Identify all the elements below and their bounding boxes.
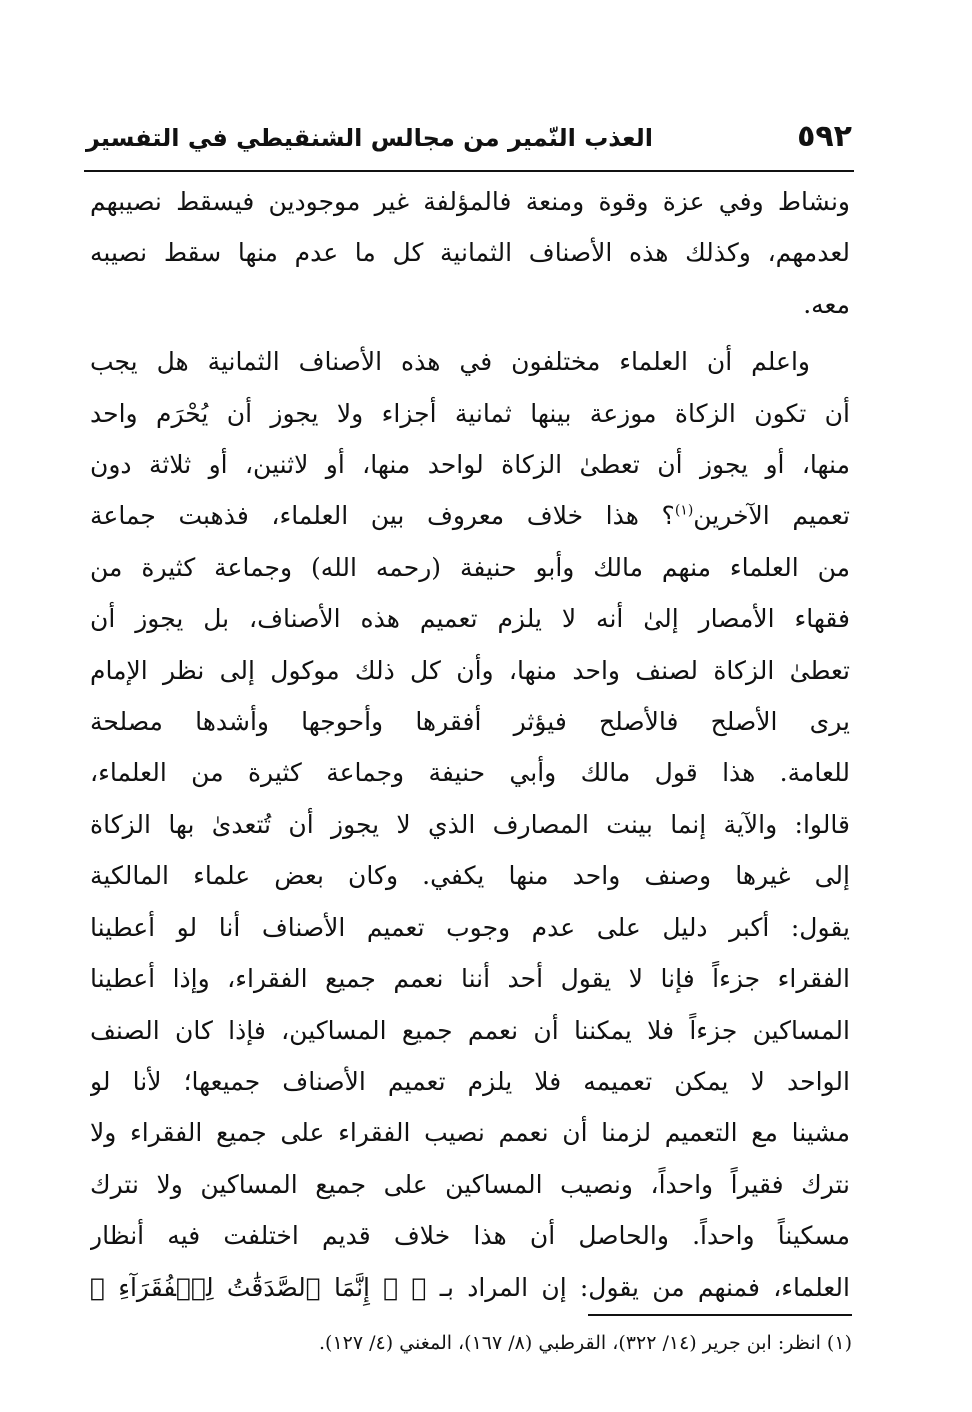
text-line: معه.	[803, 289, 850, 319]
text-line: مسكيناً واحداً. والحاصل أن هذا خلاف قديم اختلفت فيه أنظار	[90, 1221, 850, 1251]
text-line: لعدمهم، وكذلك هذه الأصناف الثمانية كل ما عدم منها سقط نصيبه	[90, 238, 850, 268]
text-line-with-note	[90, 490, 850, 541]
page-number: ٥٩٢	[797, 119, 852, 154]
text-line: مشينا مع التعميم لزمنا أن نعمم نصيب الفقراء على جميع الفقراء ولا	[90, 1118, 850, 1148]
text-line: يرى الأصلح فالأصلح فيؤثر أفقرها وأحوجها وأشدها مصلحة	[90, 707, 850, 737]
text-line: للعامة. هذا قول مالك وأبي حنيفة وجماعة كثيرة من العلماء،	[90, 758, 850, 788]
footnote-reference: (١)	[674, 503, 694, 520]
text-line: من العلماء منهم مالك وأبو حنيفة (رحمه الله) وجماعة كثيرة من	[90, 552, 850, 582]
text-line: فقهاء الأمصار إلىٰ أنه لا يلزم تعميم هذه الأصناف، بل يجوز أن	[90, 604, 850, 634]
text-line: قالوا: والآية إنما بينت المصارف الذي لا يجوز أن تُتعدىٰ بها الزكاة	[90, 809, 850, 839]
text-line: واعلم أن العلماء مختلفون في هذه الأصناف الثمانية هل يجب	[90, 347, 810, 377]
running-title: العذب النّمير من مجالس الشنقيطي في التفسير	[86, 124, 653, 152]
text-line: نترك فقيراً واحداً، ونصيب المساكين على جميع المساكين ولا نترك	[90, 1169, 850, 1199]
body-text	[90, 176, 850, 1313]
footnote: (١) انظر: ابن جرير (١٤/ ٣٢٢)، القرطبي (٨/ ١٦٧)، المغني (٤/ ١٢٧).	[319, 1332, 852, 1354]
text-line: ونشاط وفي عزة وقوة ومنعة فالمؤلفة غير موجودين فيسقط نصيبهم	[90, 187, 850, 216]
text-line: الواحد لا يمكن تعميمه فلا يلزم تعميم الأصناف جميعها؛ لأنا لو	[90, 1066, 850, 1096]
text-line: المساكين جزءاً فلا يمكننا أن نعمم جميع المساكين، فإذا كان الصنف	[90, 1015, 850, 1045]
page-header	[86, 112, 852, 164]
footnote-rule	[588, 1314, 852, 1316]
text-line: يقول: أكبر دليل على عدم وجوب تعميم الأصناف أنا لو أعطينا	[90, 912, 850, 942]
text-line: إلى غيرها وصنف واحد منها يكفي. وكان بعض علماء المالكية	[90, 861, 850, 891]
text-line: الفقراء جزءاً فإنا لا يقول أحد أننا نعمم جميع الفقراء، وإذا أعطينا	[90, 964, 850, 994]
text-line: منها، أو يجوز أن تعطىٰ الزكاة لواحد منها، أو لاثنين، أو ثلاثة دون	[90, 450, 850, 480]
header-rule	[84, 170, 854, 172]
text-segment: تعميم الآخرين	[693, 501, 850, 531]
text-line: أن تكون الزكاة موزعة بينها ثمانية أجزاء ولا يجوز أن يُحْرَم واحد	[90, 398, 850, 428]
text-line-quran-quote: العلماء، فمنهم من يقول: إن المراد بـ ﴿ ۞ إِنَّمَا ٱلصَّدَقَٰتُ لِلۡفُقَرَآءِ ﴾	[90, 1272, 850, 1302]
text-line: تعطىٰ الزكاة لصنف واحد منها، وأن كل ذلك موكول إلى نظر الإمام	[90, 655, 850, 685]
text-segment: ؟ هذا خلاف معروف بين العلماء، فذهبت جماعة	[90, 501, 675, 531]
